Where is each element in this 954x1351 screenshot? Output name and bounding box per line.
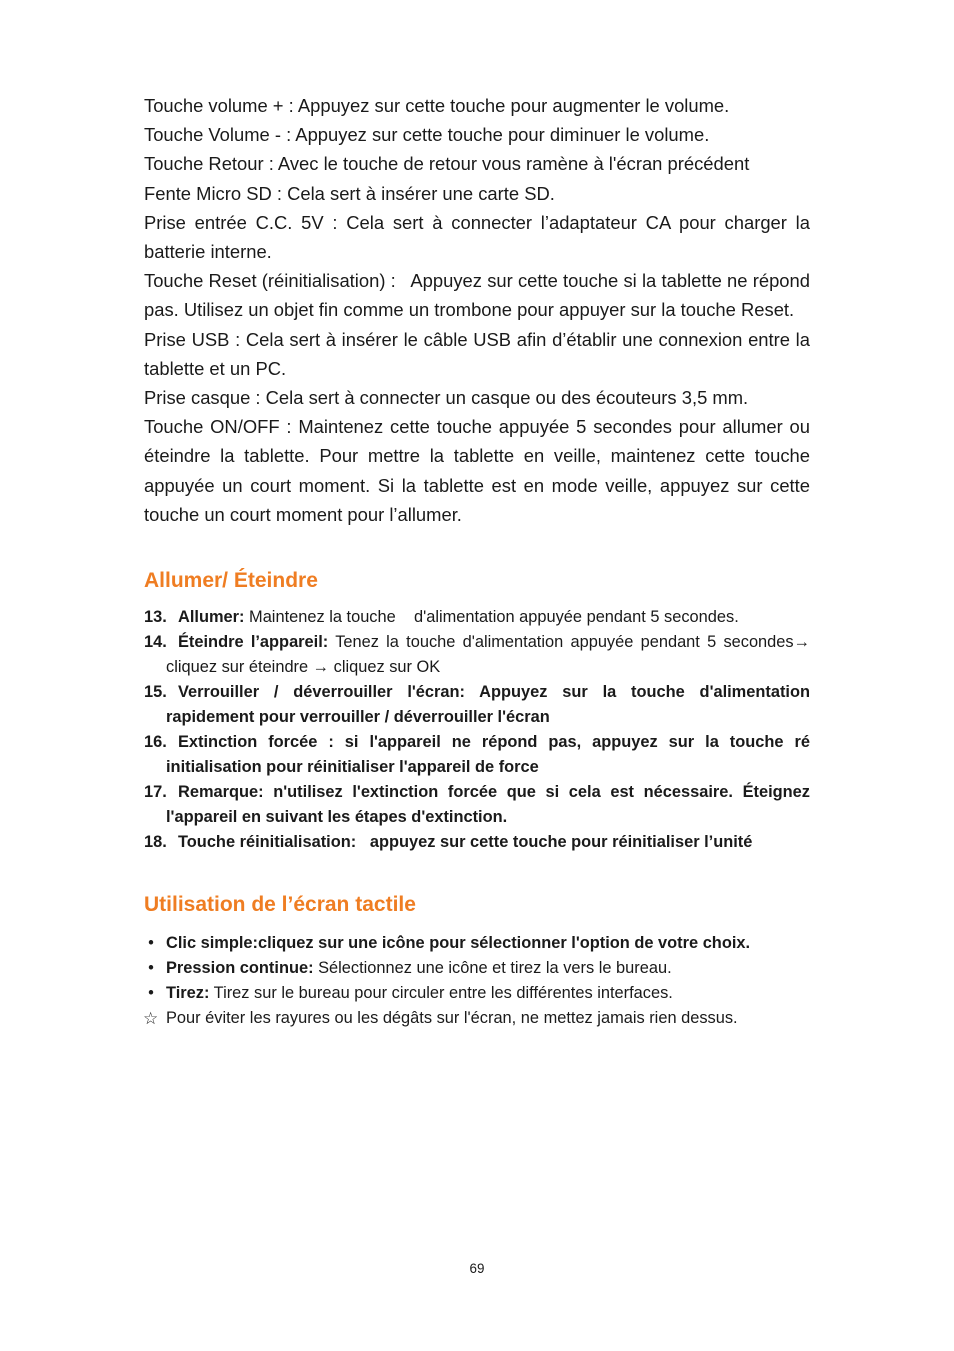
item-label: Remarque: n'utilisez l'extinction forcée que si cela est nécessaire. Éteignez l'appareil en suivant les étapes d'extinction.: [166, 783, 810, 827]
list-item: [144, 730, 810, 780]
paragraph-on-off: Touche ON/OFF : Maintenez cette touche appuyée 5 secondes pour allumer ou éteindre la tablette. Pour mettre la tablette en veille, maintenez cette touche appuyée un court moment. Si la tablette est en mode veille, appuyez sur cette touche un court moment pour l’allumer.: [144, 416, 810, 525]
item-label: Clic simple:cliquez sur une icône pour sélectionner l'option de votre choix.: [166, 934, 751, 953]
list-item: [144, 956, 810, 981]
bullet-icon: •: [148, 934, 154, 953]
item-number: 18.: [144, 833, 167, 852]
item-label: Éteindre l’appareil:: [178, 633, 329, 652]
list-item: [144, 605, 810, 630]
numbered-list: [144, 605, 810, 855]
section-heading-touchscreen: Utilisation de l’écran tactile: [144, 893, 416, 917]
list-item: [144, 931, 810, 956]
item-label: Extinction forcée : si l'appareil ne répond pas, appuyez sur la touche ré initialisation pour réinitialiser l'appareil de force: [166, 733, 810, 777]
paragraph-dc-input: Prise entrée C.C. 5V : Cela sert à connecter l’adaptateur CA pour charger la batterie interne.: [144, 211, 810, 263]
item-text: Maintenez la touche d'alimentation appuyée pendant 5 secondes.: [244, 608, 739, 627]
item-number: 14.: [144, 633, 167, 652]
list-item: [144, 630, 810, 680]
page-content: [144, 91, 810, 1031]
paragraph-volume-down: Touche Volume - : Appuyez sur cette touche pour diminuer le volume.: [144, 124, 710, 146]
paragraph-headphone: Prise casque : Cela sert à connecter un casque ou des écouteurs 3,5 mm.: [144, 387, 749, 409]
star-icon: ☆: [143, 1009, 159, 1029]
paragraph-back-key: Touche Retour : Avec le touche de retour vous ramène à l'écran précédent: [144, 153, 750, 175]
paragraph-usb: Prise USB : Cela sert à insérer le câble USB afin d’établir une connexion entre la tablette et un PC.: [144, 328, 810, 379]
note-item: [144, 1006, 810, 1031]
list-item: [144, 830, 810, 855]
item-number: 17.: [144, 783, 167, 802]
item-label: Pression continue:: [166, 959, 314, 978]
page-number: 69: [469, 1261, 485, 1276]
item-label: Touche réinitialisation: appuyez sur cette touche pour réinitialiser l’unité: [178, 833, 753, 852]
paragraph-micro-sd: Fente Micro SD : Cela sert à insérer une carte SD.: [144, 182, 555, 204]
item-number: 13.: [144, 608, 167, 627]
bullet-list: [144, 931, 810, 1031]
bullet-icon: •: [148, 984, 154, 1003]
item-number: 16.: [144, 733, 167, 752]
paragraph-reset: Touche Reset (réinitialisation) : Appuyez sur cette touche si la tablette ne répond pas. Utilisez un objet fin comme un trombone pour appuyer sur la touche Reset.: [144, 270, 810, 321]
item-text: Sélectionnez une icône et tirez la vers le bureau.: [313, 959, 672, 978]
paragraph-volume-up: Touche volume + : Appuyez sur cette touche pour augmenter le volume.: [144, 95, 730, 116]
section-heading-allumer: Allumer/ Éteindre: [144, 569, 318, 593]
item-label: Verrouiller / déverrouiller l'écran: Appuyez sur la touche d'alimentation rapidement pour verrouiller / déverrouiller l'écran: [166, 683, 810, 727]
item-label: Allumer:: [178, 608, 245, 627]
note-text: Pour éviter les rayures ou les dégâts sur l'écran, ne mettez jamais rien dessus.: [166, 1009, 738, 1028]
list-item: [144, 780, 810, 830]
bullet-icon: •: [148, 959, 154, 978]
list-item: [144, 680, 810, 730]
item-text: Tirez sur le bureau pour circuler entre les différentes interfaces.: [209, 984, 673, 1003]
item-label: Tirez:: [166, 984, 210, 1003]
item-number: 15.: [144, 683, 167, 702]
intro-text: [144, 91, 810, 529]
list-item: [144, 981, 810, 1006]
item-text: Tenez la touche d'alimentation appuyée pendant 5 secondes→ cliquez sur éteindre → cliquez sur OK: [166, 633, 810, 677]
